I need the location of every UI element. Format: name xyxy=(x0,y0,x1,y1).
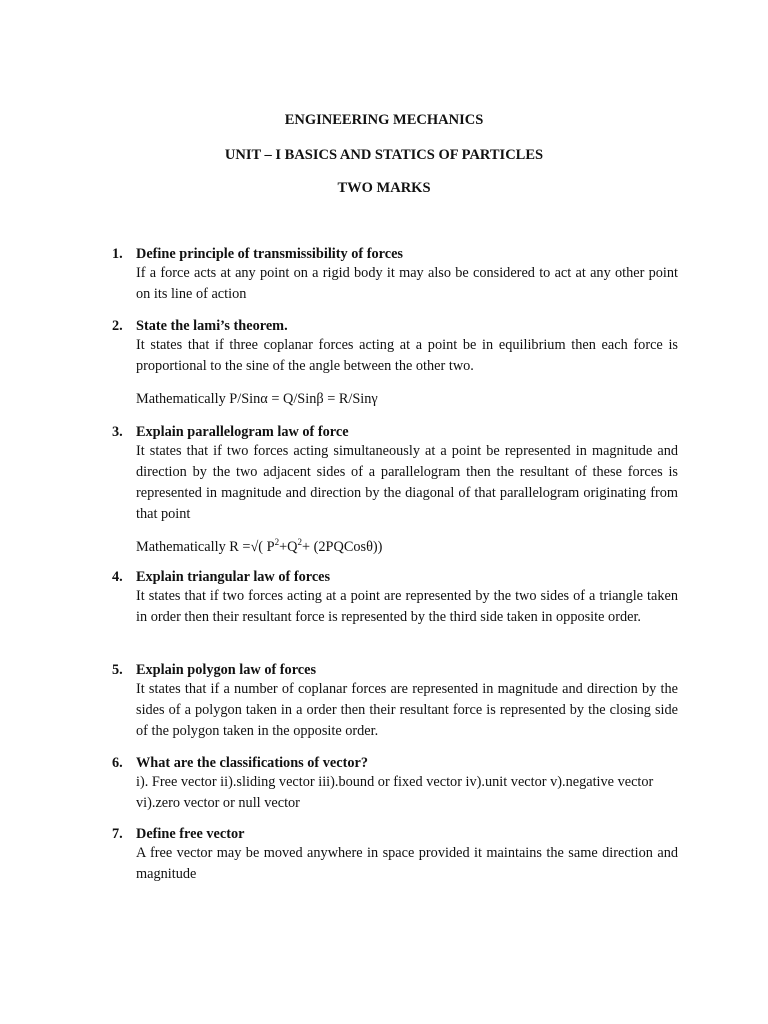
answer-text: A free vector may be moved anywhere in space provided it maintains the same direction and magnitude xyxy=(136,845,678,882)
question-number: 5. xyxy=(112,662,123,678)
question-heading xyxy=(112,754,678,772)
question-7 xyxy=(112,825,678,885)
answer-text: i). Free vector ii).sliding vector iii).bound or fixed vector iv).unit vector v).negative vector vi).zero vector or null vector xyxy=(136,774,654,811)
question-title: State the lami’s theorem. xyxy=(136,318,288,334)
question-number: 7. xyxy=(112,826,123,842)
answer-text: It states that if two forces acting at a point are represented by the two sides of a triangle taken in order then their resultant force is represented by the third side taken in opposite order. xyxy=(136,588,678,625)
question-number: 4. xyxy=(112,569,123,585)
question-2 xyxy=(112,317,678,410)
formula: Mathematically P/Sinα = Q/Sinβ = R/Sinγ xyxy=(136,391,378,407)
question-4 xyxy=(112,568,678,628)
formula-part: Mathematically R =√( P xyxy=(136,539,275,555)
answer-text: It states that if a number of coplanar forces are represented in magnitude and direction by the sides of a polygon taken in a order then their resultant force is represented by the closing side of the polygon taken in the opposite order. xyxy=(136,681,678,739)
unit-heading: UNIT – I BASICS AND STATICS OF PARTICLES xyxy=(224,147,544,163)
question-5 xyxy=(112,661,678,742)
question-3 xyxy=(112,423,678,558)
question-number: 6. xyxy=(112,755,123,771)
formula-part: + (2PQCosθ)) xyxy=(302,539,383,555)
document-title: ENGINEERING MECHANICS xyxy=(284,112,484,128)
question-heading xyxy=(112,317,678,335)
question-number: 3. xyxy=(112,424,123,440)
question-heading xyxy=(112,568,678,586)
question-6 xyxy=(112,754,678,814)
question-number: 1. xyxy=(112,246,123,262)
answer-text: If a force acts at any point on a rigid body it may also be considered to act at any other point on its line of action xyxy=(136,265,678,302)
section-heading: TWO MARKS xyxy=(337,180,431,196)
question-title: Explain triangular law of forces xyxy=(136,569,331,585)
question-heading xyxy=(112,423,678,441)
question-title: Define free vector xyxy=(136,826,245,842)
formula xyxy=(112,537,678,558)
question-heading xyxy=(112,245,678,263)
question-1 xyxy=(112,245,678,305)
question-heading xyxy=(112,661,678,679)
question-title: Explain polygon law of forces xyxy=(136,662,317,678)
superscript: 2 xyxy=(297,537,302,547)
answer-text: It states that if two forces acting simultaneously at a point be represented in magnitude and direction by the two adjacent sides of a parallelogram then the resultant of these forces is represented in magnitude and direction by the diagonal of that parallelogram originating from that point xyxy=(136,443,678,522)
answer-text: It states that if three coplanar forces acting at a point be in equilibrium then each force is proportional to the sine of the angle between the other two. xyxy=(136,337,678,374)
question-title: What are the classifications of vector? xyxy=(136,755,369,771)
question-number: 2. xyxy=(112,318,123,334)
question-title: Explain parallelogram law of force xyxy=(136,424,349,440)
superscript: 2 xyxy=(274,537,280,547)
question-title: Define principle of transmissibility of forces xyxy=(136,246,403,262)
formula-part: +Q xyxy=(279,539,298,555)
question-heading xyxy=(112,825,678,843)
